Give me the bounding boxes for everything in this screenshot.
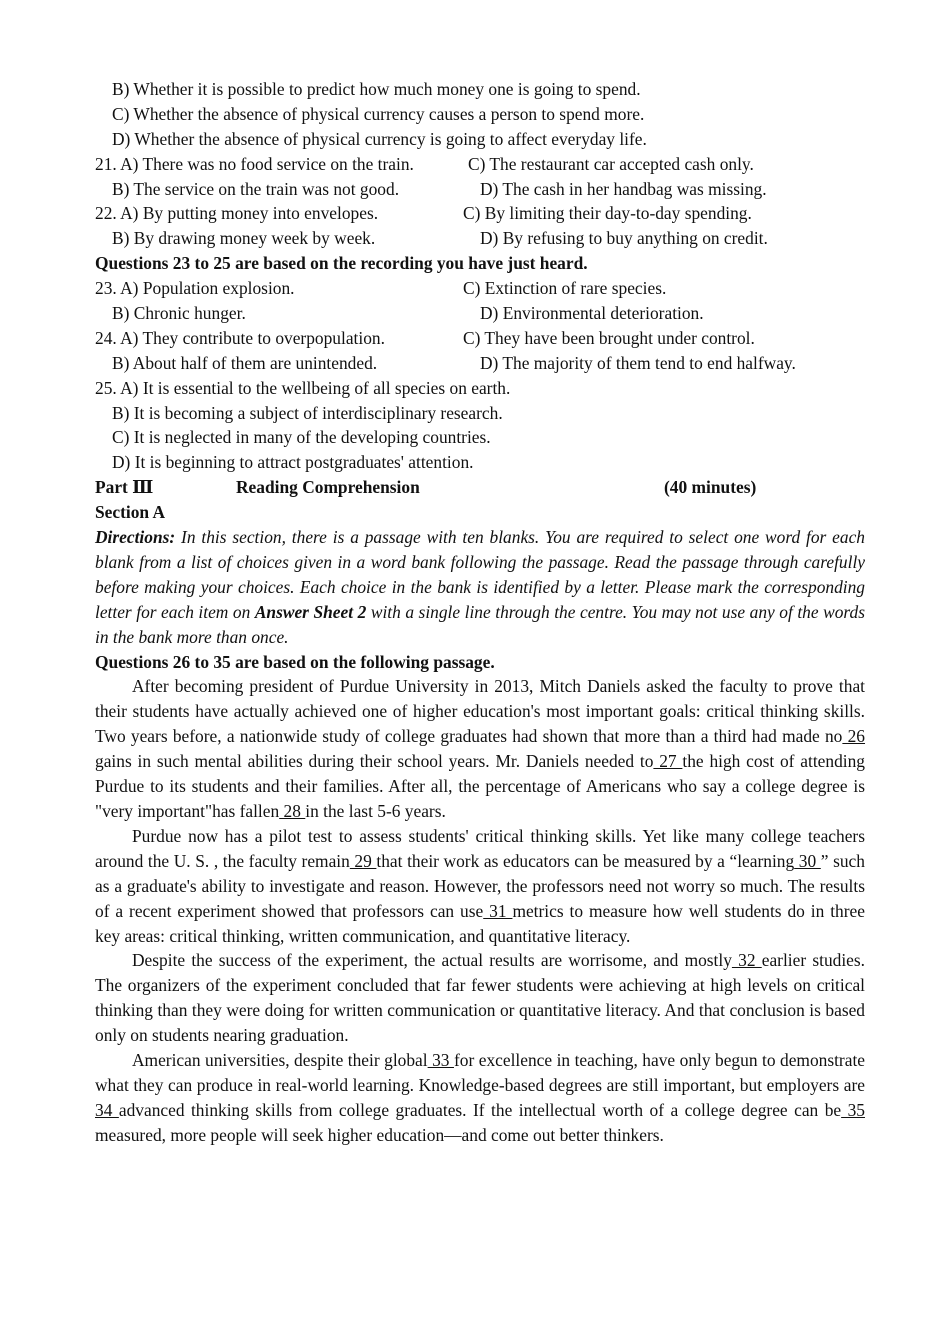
answer-sheet-ref: Answer Sheet 2 xyxy=(254,601,367,622)
q23-option-c: C) Extinction of rare species. xyxy=(463,278,667,299)
blank-28: 28 xyxy=(279,800,306,821)
passage-text: advanced thinking skills from college graduates. If the intellectual worth of a college degree can be xyxy=(118,1099,842,1120)
blank-33: 33 xyxy=(427,1050,454,1071)
passage-text: the high cost of attending Purdue to its students and their families. After all, the percentage of Americans who say a college degree is "very important"has fallen xyxy=(95,751,865,821)
section-title: Section A xyxy=(95,502,166,523)
passage-paragraph-3 xyxy=(95,948,865,1048)
q23-option-b: B) Chronic hunger. xyxy=(112,303,246,324)
passage-text: for excellence in teaching, have only begun to demonstrate what they can produce in real-world learning. Knowledge-based degrees are still important, but employers are xyxy=(95,1050,865,1095)
q23-row-2 xyxy=(95,301,865,326)
blank-26: 26 xyxy=(842,726,866,747)
q21-option-c: C) The restaurant car accepted cash only. xyxy=(468,153,754,174)
q24-option-c: C) They have been brought under control. xyxy=(463,327,755,348)
passage-text: metrics to measure how well students do in three key areas: critical thinking, written communication, and quantitative literacy. xyxy=(95,900,865,946)
part-time: (40 minutes) xyxy=(664,477,757,498)
q24-option-d: D) The majority of them tend to end halfway. xyxy=(480,352,796,373)
q20-option-d: D) Whether the absence of physical currency is going to affect everyday life. xyxy=(112,128,647,149)
q21-row-2 xyxy=(95,177,865,202)
q24-option-a: 24. A) They contribute to overpopulation. xyxy=(95,327,385,348)
q22-row-2 xyxy=(95,226,865,251)
q23-option-d: D) Environmental deterioration. xyxy=(480,303,704,324)
passage-paragraph-4 xyxy=(95,1048,865,1148)
part-heading xyxy=(95,475,865,500)
passage-text: ” such as a graduate's ability to investigate and reason. However, the professors need not worry so much. The results of a recent experiment showed that professors can use xyxy=(95,850,865,921)
q25-option-a: 25. A) It is essential to the wellbeing of all species on earth. xyxy=(95,377,511,398)
q22-option-c: C) By limiting their day-to-day spending. xyxy=(463,203,752,224)
directions-text-2: with a single line through the centre. You may not use any of the words in the bank more than once. xyxy=(95,601,865,647)
group-heading-26-35: Questions 26 to 35 are based on the following passage. xyxy=(95,651,495,672)
q22-row-1 xyxy=(95,201,865,226)
q20-option-b: B) Whether it is possible to predict how much money one is going to spend. xyxy=(112,79,641,99)
q24-row-1 xyxy=(95,326,865,351)
group-heading-23-25: Questions 23 to 25 are based on the recording you have just heard. xyxy=(95,253,588,274)
q23-option-a: 23. A) Population explosion. xyxy=(95,278,295,299)
q25-option-d: D) It is beginning to attract postgraduates' attention. xyxy=(112,452,474,473)
passage-text: American universities, despite their global xyxy=(132,1050,428,1071)
directions-text-1: In this section, there is a passage with ten blanks. You are required to select one word for each blank from a list of choices given in a word bank following the passage. Read the passage through carefully before making your choices. Each choice in the bank is identified by a letter. Please mark the corresponding letter for each item on xyxy=(95,527,865,622)
passage-paragraph-2 xyxy=(95,824,865,949)
directions-label: Directions: xyxy=(95,527,176,548)
blank-29: 29 xyxy=(349,850,377,871)
blank-27: 27 xyxy=(653,751,683,772)
passage-text: measured, more people will seek higher education—and come out better thinkers. xyxy=(95,1124,664,1145)
q23-row-1 xyxy=(95,276,865,301)
blank-31: 31 xyxy=(483,900,513,921)
q22-option-a: 22. A) By putting money into envelopes. xyxy=(95,203,379,224)
blank-34: 34 xyxy=(95,1099,119,1120)
passage-text: Despite the success of the experiment, the actual results are worrisome, and mostly xyxy=(132,950,732,971)
q21-option-b: B) The service on the train was not good. xyxy=(112,178,400,199)
part-number: Part Ⅲ xyxy=(95,477,154,498)
q21-option-a: 21. A) There was no food service on the train. xyxy=(95,153,414,174)
passage-text: After becoming president of Purdue University in 2013, Mitch Daniels asked the faculty to prove that their students have actually achieved one of higher education's most important goals: critical thinking skills. Two years before, a nationwide study of college graduates had shown that more than a third had made no xyxy=(95,676,865,747)
passage xyxy=(95,674,865,1147)
q25-option-b: B) It is becoming a subject of interdisciplinary research. xyxy=(112,402,503,423)
passage-text: Purdue now has a pilot test to assess students' critical thinking skills. Yet like many college teachers around the U. S. , the faculty remain xyxy=(95,825,865,871)
passage-text: that their work as educators can be measured by a “learning xyxy=(376,850,795,871)
passage-text: earlier studies. The organizers of the experiment concluded that far fewer students were achieving at high levels on critical thinking than they were doing for written communication or quantitative literacy. And that conclusion is based only on students nearing graduation. xyxy=(95,950,866,1046)
directions xyxy=(95,525,865,650)
exam-page xyxy=(95,77,865,1148)
q21-option-d: D) The cash in her handbag was missing. xyxy=(480,178,767,199)
passage-text: gains in such mental abilities during their school years. Mr. Daniels needed to xyxy=(95,751,654,772)
q20-option-c: C) Whether the absence of physical currency causes a person to spend more. xyxy=(112,103,645,124)
blank-32: 32 xyxy=(731,950,762,971)
q22-option-b: B) By drawing money week by week. xyxy=(112,228,376,249)
q24-option-b: B) About half of them are unintended. xyxy=(112,352,378,373)
q21-row-1 xyxy=(95,152,865,177)
part-title: Reading Comprehension xyxy=(236,477,420,498)
q22-option-d: D) By refusing to buy anything on credit. xyxy=(480,228,768,249)
passage-paragraph-1 xyxy=(95,674,865,823)
passage-text: in the last 5-6 years. xyxy=(305,800,446,821)
blank-30: 30 xyxy=(794,850,821,871)
q24-row-2 xyxy=(95,351,865,376)
blank-35: 35 xyxy=(841,1099,865,1120)
q25-option-c: C) It is neglected in many of the developing countries. xyxy=(112,427,491,448)
